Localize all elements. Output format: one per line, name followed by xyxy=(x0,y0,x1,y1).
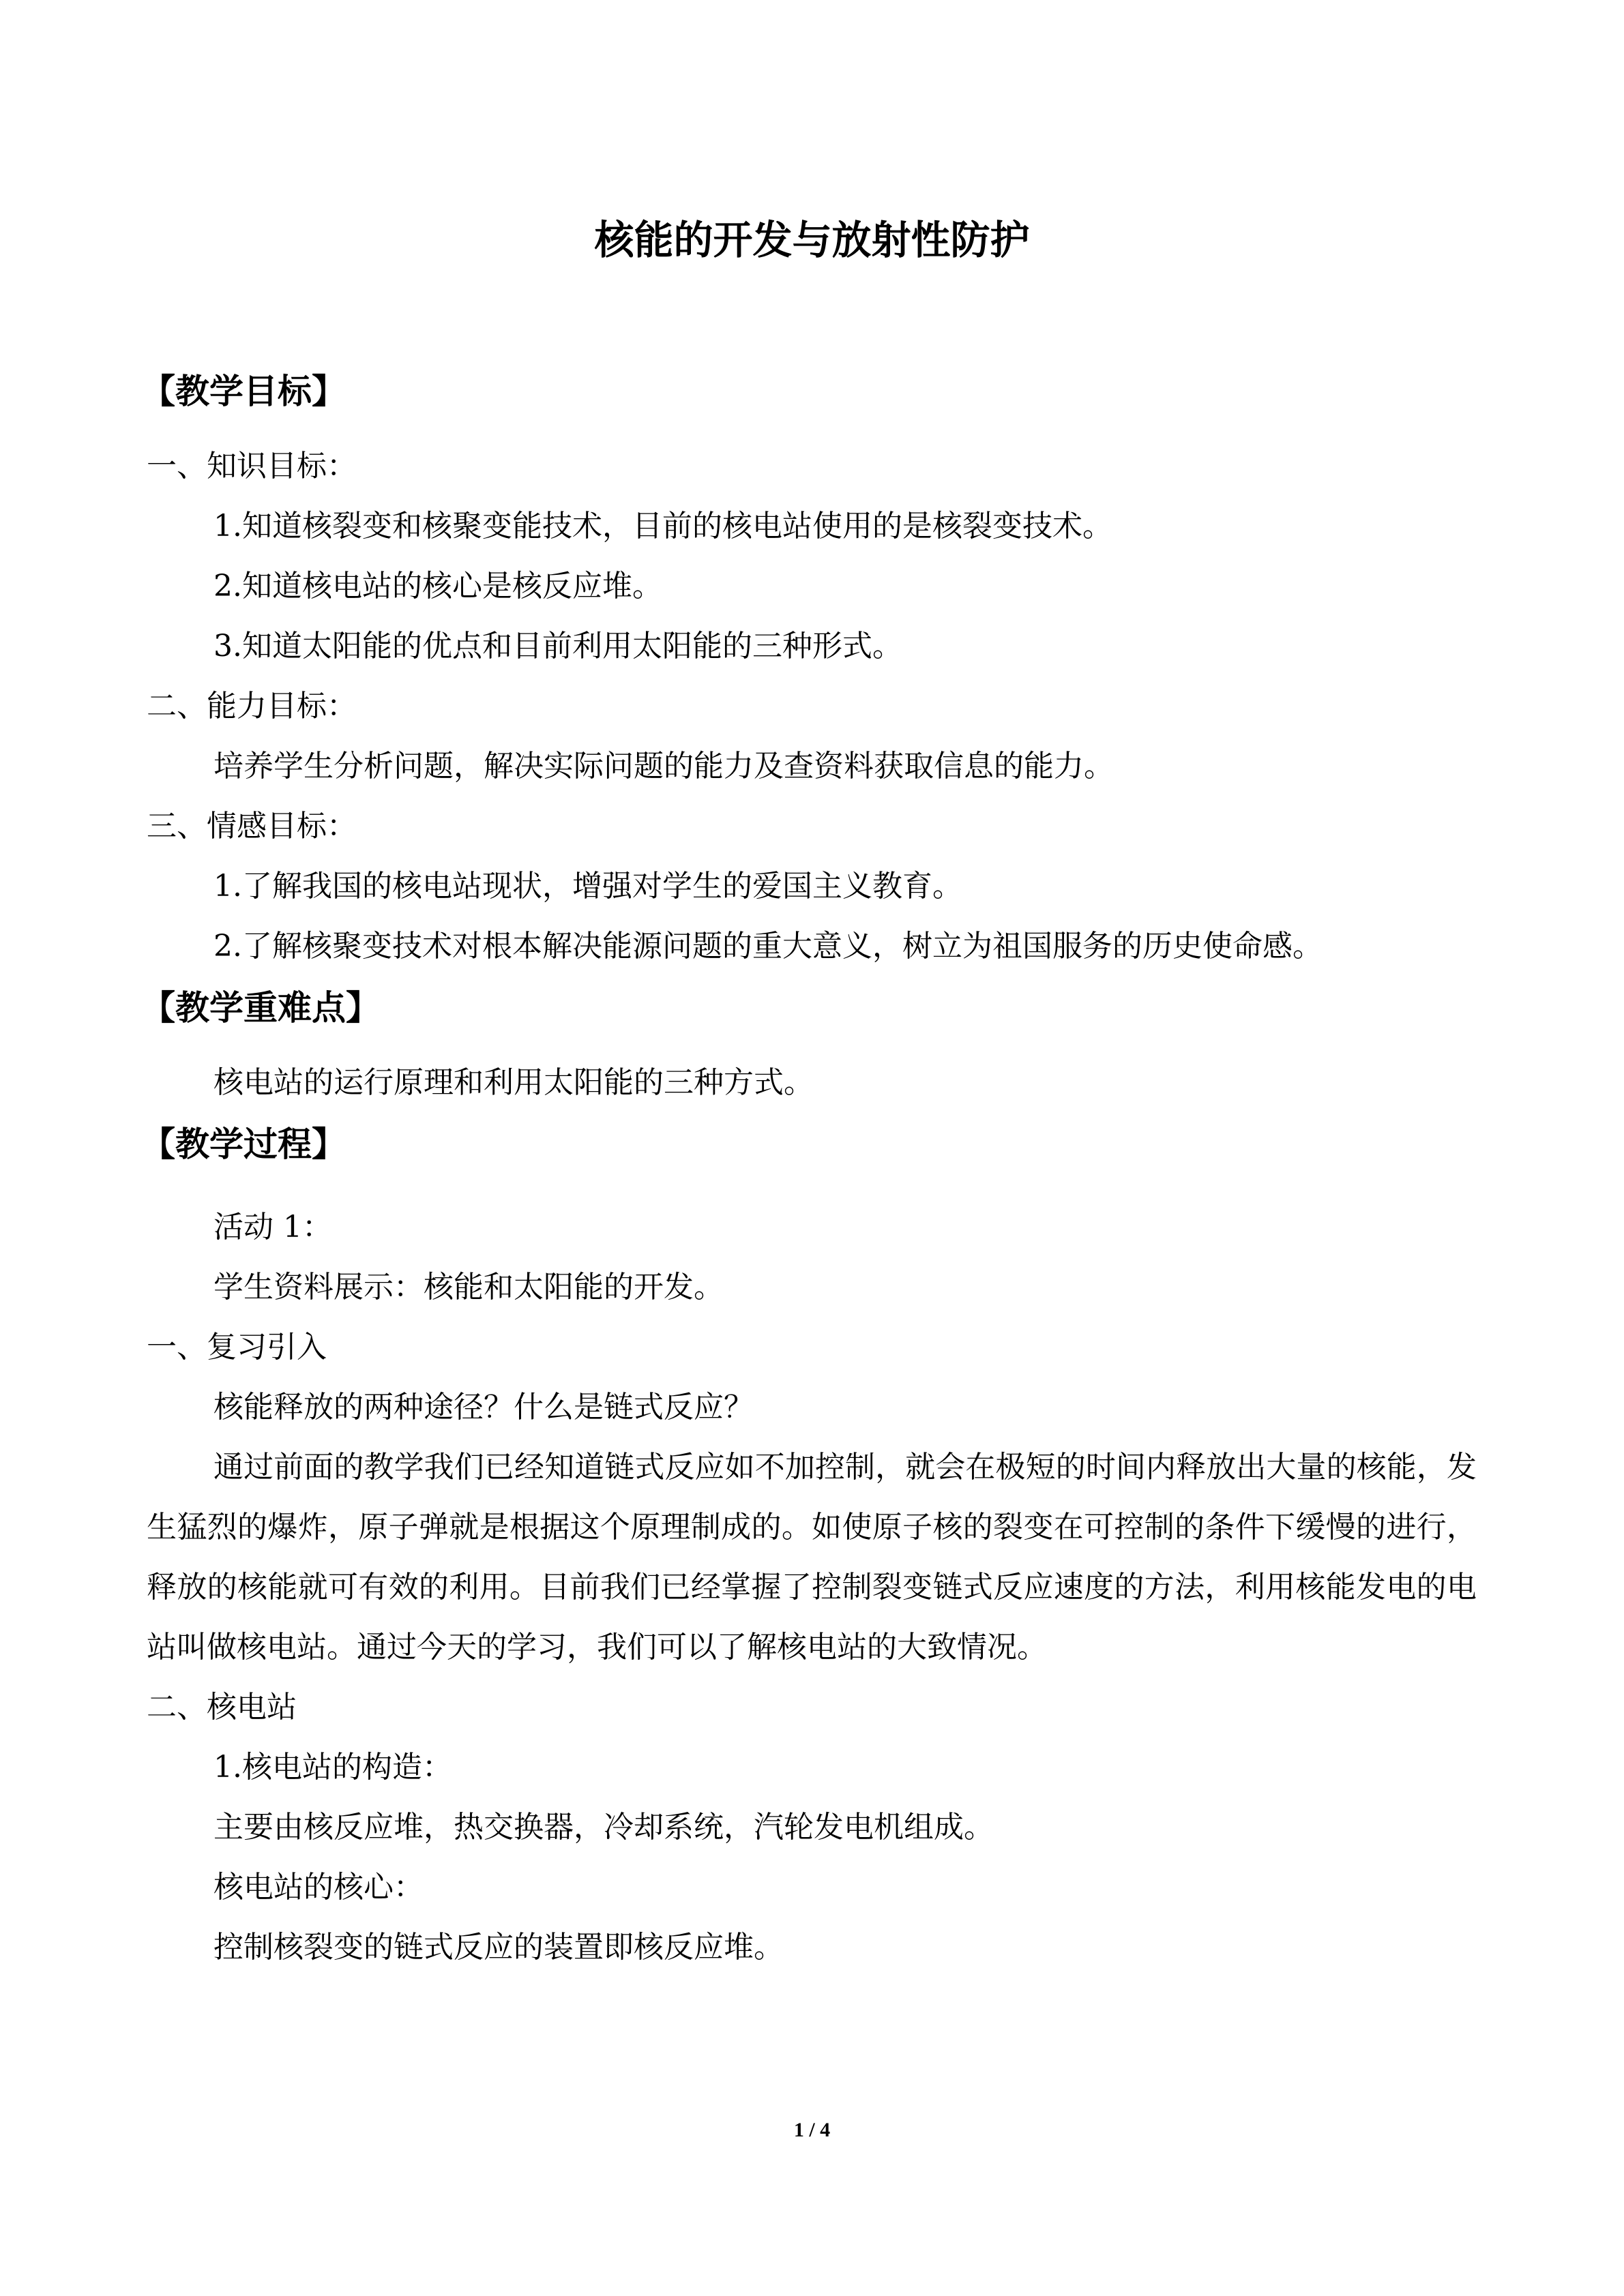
knowledge-item: 2.知道核电站的核心是核反应堆。 xyxy=(213,569,662,603)
knowledge-item: 3.知道太阳能的优点和目前利用太阳能的三种形式。 xyxy=(213,629,902,664)
document-body xyxy=(141,360,1477,1978)
ability-item: 培养学生分析问题，解决实际问题的能力及查资料获取信息的能力。 xyxy=(213,749,1114,784)
section-heading-process: 【教学过程】 xyxy=(141,1124,346,1164)
section-heading-key-points: 【教学重难点】 xyxy=(141,988,380,1028)
plant-core-label: 核电站的核心： xyxy=(213,1870,424,1905)
emotion-item: 2.了解核聚变技术对根本解决能源问题的重大意义，树立为祖国服务的历史使命感。 xyxy=(213,929,1323,964)
page-number: 1 / 4 xyxy=(793,2119,831,2141)
subheading-knowledge: 一、知识目标： xyxy=(147,449,357,483)
knowledge-item: 1.知道核裂变和核聚变能技术，目前的核电站使用的是核裂变技术。 xyxy=(213,509,1112,543)
plant-structure-text: 主要由核反应堆，热交换器，冷却系统，汽轮发电机组成。 xyxy=(213,1810,994,1845)
subheading-nuclear-plant: 二、核电站 xyxy=(147,1690,297,1725)
subheading-review: 一、复习引入 xyxy=(147,1330,327,1365)
review-question: 核能释放的两种途径？什么是链式反应？ xyxy=(213,1390,754,1425)
plant-structure-label: 1.核电站的构造： xyxy=(213,1750,452,1785)
section-heading-objectives: 【教学目标】 xyxy=(141,372,346,411)
plant-core-text: 控制核裂变的链式反应的装置即核反应堆。 xyxy=(213,1930,784,1965)
activity-label: 活动 1： xyxy=(213,1210,332,1244)
activity-text: 学生资料展示：核能和太阳能的开发。 xyxy=(213,1270,724,1304)
emotion-item: 1.了解我国的核电站现状，增强对学生的爱国主义教育。 xyxy=(213,869,962,904)
review-paragraph: 通过前面的教学我们已经知道链式反应如不加控制，就会在极短的时间内释放出大量的核能，发生猛烈的爆炸，原子弹就是根据这个原理制成的。如使原子核的裂变在可控制的条件下缓慢的进行，释放的核能就可有效的利用。目前我们已经掌握了控制裂变链式反应速度的方法，利用核能发电的电站叫做核电站。通过今天的学习，我们可以了解核电站的大致情况。 xyxy=(147,1450,1477,1665)
subheading-ability: 二、能力目标： xyxy=(147,689,357,724)
key-points-text: 核电站的运行原理和利用太阳能的三种方式。 xyxy=(213,1065,814,1100)
document-title: 核能的开发与放射性防护 xyxy=(594,217,1030,263)
subheading-emotion: 三、情感目标： xyxy=(147,809,357,844)
